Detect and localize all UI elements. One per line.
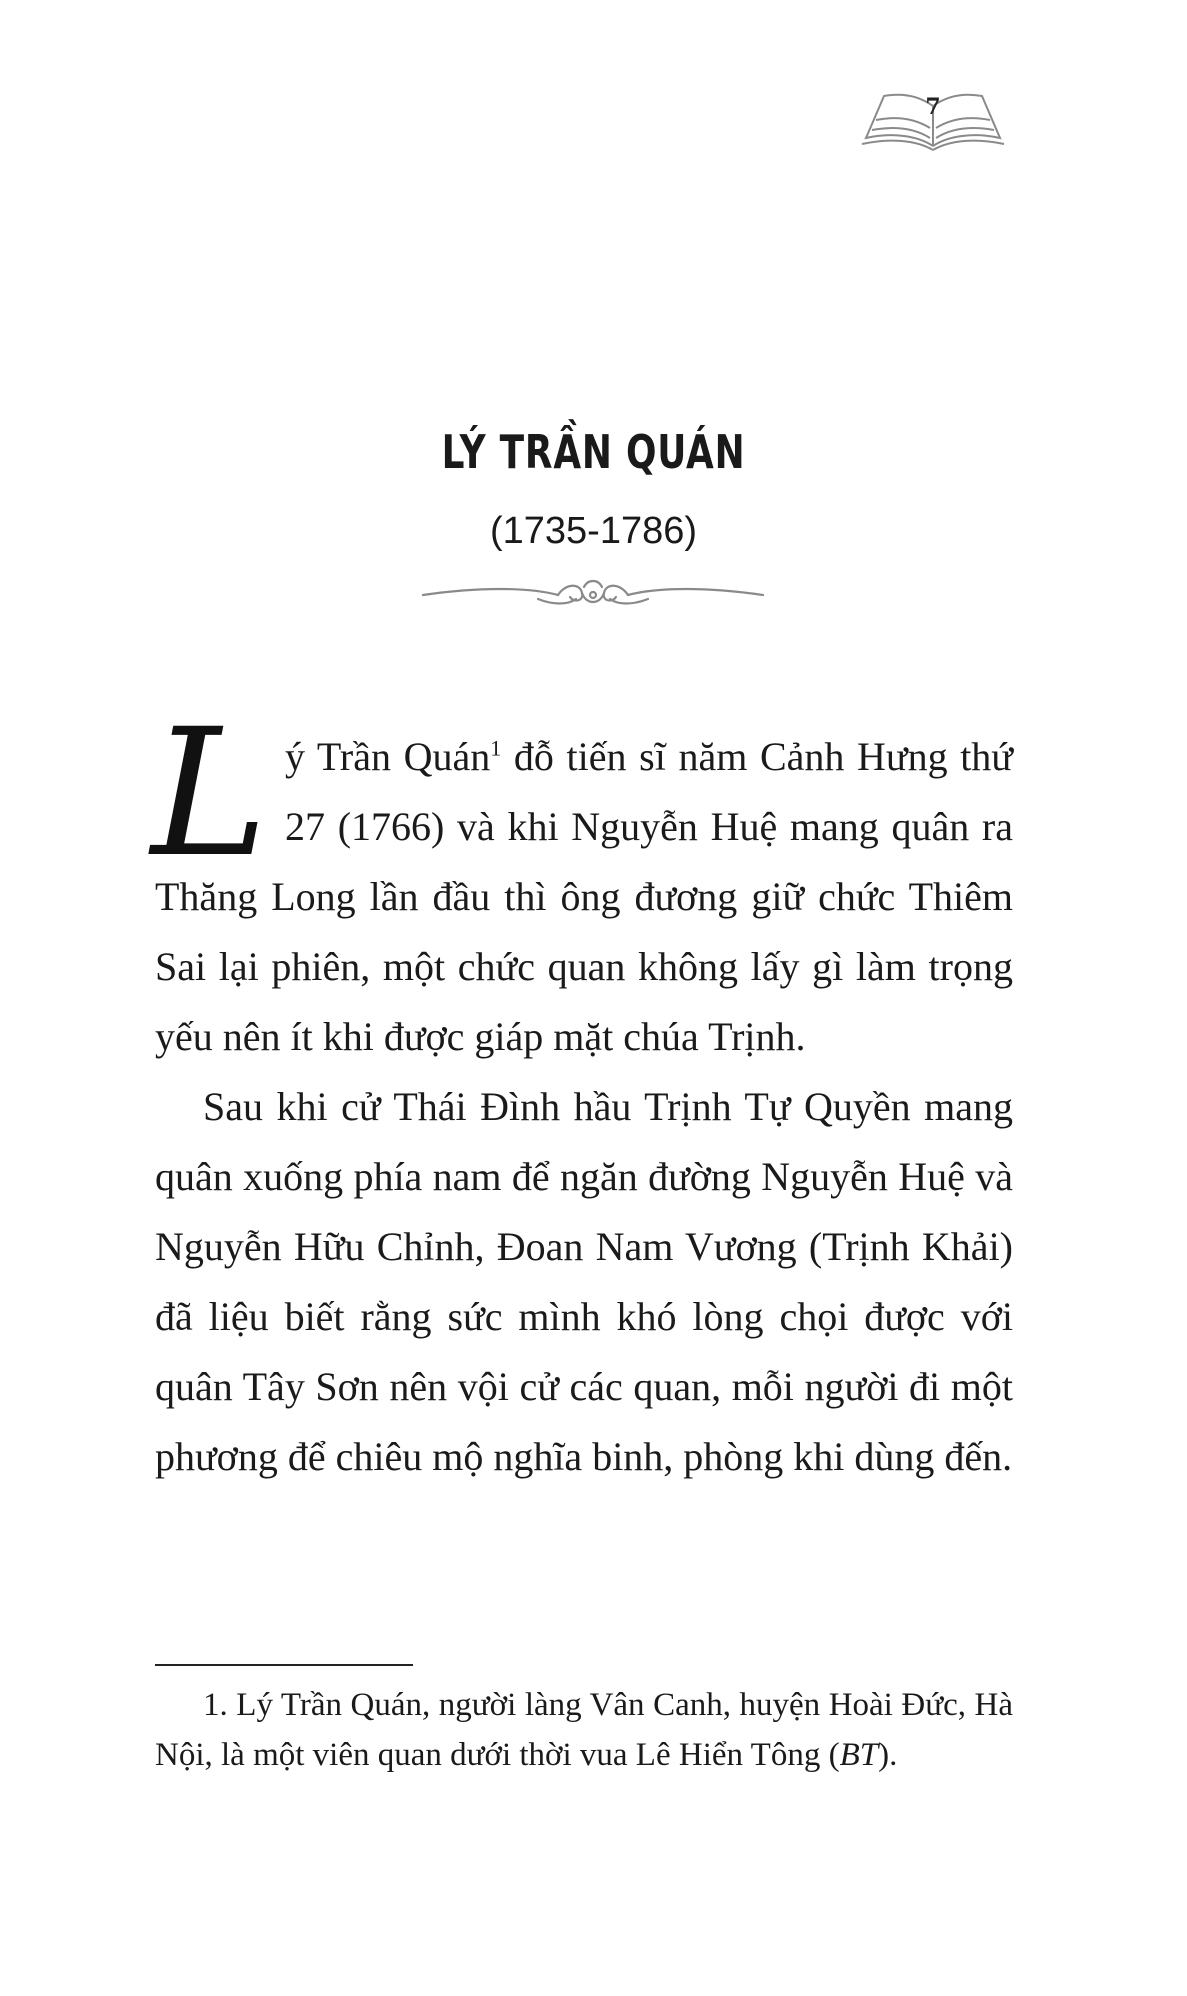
footnote: [155, 1680, 1013, 1780]
footnote-italic: BT: [839, 1737, 879, 1773]
title-ornament: [418, 565, 768, 615]
footnote-reference[interactable]: 1: [490, 735, 502, 761]
paragraph-1-rest: đỗ tiến sĩ năm Cảnh Hưng thứ 27 (1766) và khi Nguyễn Huệ mang quân ra Thăng Long lần đầu thì ông đương giữ chức Thiêm Sai lại phiên, một chức quan không lấy gì làm trọng yếu nên ít khi được giáp mặt chúa Trịnh.: [155, 734, 1013, 1059]
paragraph-2: Sau khi cử Thái Đình hầu Trịnh Tự Quyền mang quân xuống phía nam để ngăn đường Nguyễn Huệ và Nguyễn Hữu Chỉnh, Đoan Nam Vương (Trịnh Khải) đã liệu biết rằng sức mình khó lòng chọi được với quân Tây Sơn nên vội cử các quan, mỗi người đi một phương để chiêu mộ nghĩa binh, phòng khi dùng đến.: [155, 1084, 1013, 1479]
chapter-dates: (1735-1786): [489, 510, 698, 552]
chapter-title: LÝ TRẦN QUÁN: [441, 425, 746, 479]
body-text: [151, 691, 1013, 1492]
drop-cap-letter: L: [151, 691, 268, 896]
drop-cap: [151, 691, 277, 896]
page-number: 7: [925, 94, 941, 120]
paragraph-1: [151, 691, 1013, 1072]
page-number-badge: [858, 88, 1008, 160]
footnote-divider: [155, 1664, 413, 1666]
footnote-end: ).: [878, 1737, 898, 1773]
paragraph-1-start: ý Trần Quán: [285, 734, 491, 779]
footnote-text: 1. Lý Trần Quán, người làng Vân Canh, huyện Hoài Đức, Hà Nội, là một viên quan dưới thời vua Lê Hiển Tông (: [155, 1687, 1013, 1773]
